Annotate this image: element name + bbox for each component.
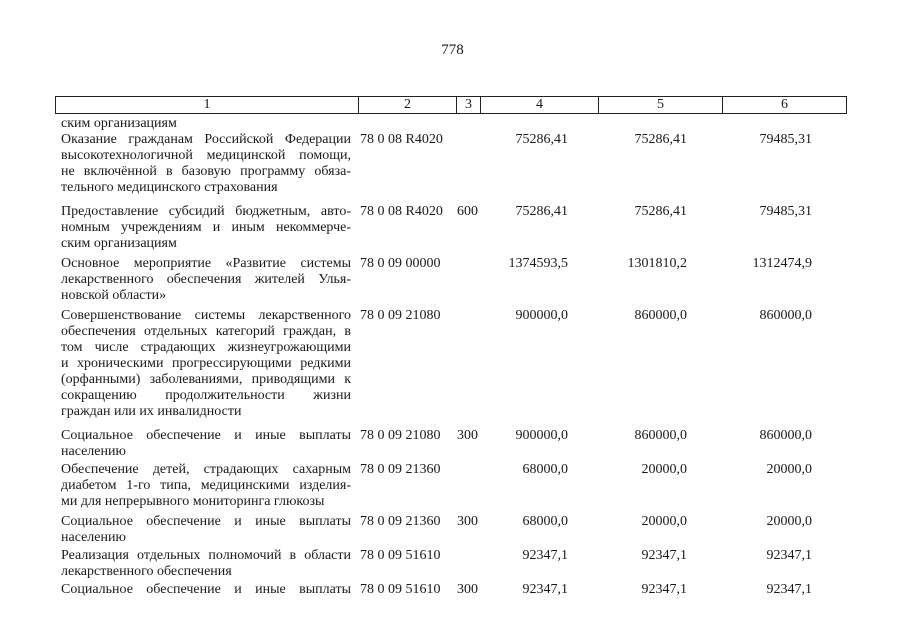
row-code: 78 0 09 00000 xyxy=(360,256,441,271)
row-name-line: Реализация отдельных полномочий в области xyxy=(61,548,351,563)
row-value-col4: 68000,0 xyxy=(522,514,568,529)
row-name-line: сокращению продолжительности жизни xyxy=(61,388,351,403)
row-name xyxy=(61,116,351,132)
table-header xyxy=(55,96,847,114)
row-value-col6: 20000,0 xyxy=(766,514,812,529)
row-expense-type: 300 xyxy=(457,582,478,597)
row-name xyxy=(61,462,351,510)
row-name xyxy=(61,308,351,420)
row-code: 78 0 09 21360 xyxy=(360,462,441,477)
row-value-col6: 79485,31 xyxy=(759,132,812,147)
row-expense-type: 600 xyxy=(457,204,478,219)
row-value-col4: 75286,41 xyxy=(515,132,568,147)
row-value-col6: 1312474,9 xyxy=(752,256,812,271)
row-name-line: ским организациям xyxy=(61,236,177,251)
row-name-line: Предоставление субсидий бюджетным, авто- xyxy=(61,204,351,219)
row-name-line: и хроническими прогрессирующими редкими xyxy=(61,356,351,371)
header-col-1: 1 xyxy=(56,97,359,113)
row-name-line: Социальное обеспечение и иные выплаты xyxy=(61,582,351,597)
header-col-2: 2 xyxy=(359,97,457,113)
header-col-4: 4 xyxy=(481,97,599,113)
row-name-line: Совершенствование системы лекарственного xyxy=(61,308,351,323)
row-name xyxy=(61,256,351,304)
row-value-col6: 860000,0 xyxy=(759,428,812,443)
row-value-col4: 75286,41 xyxy=(515,204,568,219)
row-expense-type: 300 xyxy=(457,514,478,529)
row-value-col4: 1374593,5 xyxy=(508,256,568,271)
row-name-line: новской области» xyxy=(61,288,167,303)
row-name xyxy=(61,132,351,196)
row-name xyxy=(61,582,351,598)
row-name-line: Обеспечение детей, страдающих сахарным xyxy=(61,462,351,477)
row-value-col4: 900000,0 xyxy=(515,428,568,443)
page-number: 778 xyxy=(441,42,464,58)
row-code: 78 0 08 R4020 xyxy=(360,132,443,147)
row-value-col5: 75286,41 xyxy=(634,204,687,219)
row-value-col5: 1301810,2 xyxy=(627,256,687,271)
row-name-line: Социальное обеспечение и иные выплаты xyxy=(61,428,351,443)
row-value-col4: 900000,0 xyxy=(515,308,568,323)
row-value-col5: 860000,0 xyxy=(634,428,687,443)
row-name-line: номным учреждениям и иным некоммерче- xyxy=(61,220,351,235)
row-value-col5: 75286,41 xyxy=(634,132,687,147)
row-code: 78 0 09 21080 xyxy=(360,308,441,323)
header-col-6: 6 xyxy=(781,97,788,112)
header-col-3: 3 xyxy=(457,97,481,113)
header-col-5: 5 xyxy=(599,97,723,113)
row-value-col6: 79485,31 xyxy=(759,204,812,219)
row-name-line: обеспечения отдельных категорий граждан, в xyxy=(61,324,351,339)
row-value-col5: 92347,1 xyxy=(641,548,687,563)
row-value-col5: 20000,0 xyxy=(641,514,687,529)
row-value-col5: 20000,0 xyxy=(641,462,687,477)
row-name xyxy=(61,548,351,580)
row-name xyxy=(61,204,351,252)
row-value-col4: 92347,1 xyxy=(522,548,568,563)
row-value-col6: 860000,0 xyxy=(759,308,812,323)
row-name-line: высокотехнологичной медицинской помощи, xyxy=(61,148,351,163)
row-name xyxy=(61,514,351,546)
row-value-col6: 92347,1 xyxy=(766,582,812,597)
row-value-col5: 92347,1 xyxy=(641,582,687,597)
row-name-line: ским организациям xyxy=(61,116,177,131)
row-name-line: тельного медицинского страхования xyxy=(61,180,278,195)
row-code: 78 0 09 51610 xyxy=(360,548,441,563)
row-value-col4: 68000,0 xyxy=(522,462,568,477)
row-value-col4: 92347,1 xyxy=(522,582,568,597)
row-name-line: том числе страдающих жизнеугрожающими xyxy=(61,340,351,355)
row-code: 78 0 09 21360 xyxy=(360,514,441,529)
row-name-line: лекарственного обеспечения жителей Улья- xyxy=(61,272,351,287)
row-name-line: населению xyxy=(61,530,126,545)
row-code: 78 0 08 R4020 xyxy=(360,204,443,219)
row-name xyxy=(61,428,351,460)
row-name-line: населению xyxy=(61,444,126,459)
row-value-col6: 20000,0 xyxy=(766,462,812,477)
row-expense-type: 300 xyxy=(457,428,478,443)
row-value-col6: 92347,1 xyxy=(766,548,812,563)
row-name-line: граждан или их инвалидности xyxy=(61,404,242,419)
row-value-col5: 860000,0 xyxy=(634,308,687,323)
row-name-line: лекарственного обеспечения xyxy=(61,564,232,579)
row-name-line: Социальное обеспечение и иные выплаты xyxy=(61,514,351,529)
row-name-line: Оказание гражданам Российской Федерации xyxy=(61,132,351,147)
row-name-line: ми для непрерывного мониторинга глюкозы xyxy=(61,494,325,509)
row-code: 78 0 09 21080 xyxy=(360,428,441,443)
row-name-line: диабетом 1-го типа, медицинскими изделия- xyxy=(61,478,351,493)
row-name-line: Основное мероприятие «Развитие системы xyxy=(61,256,351,271)
row-code: 78 0 09 51610 xyxy=(360,582,441,597)
row-name-line: (орфанными) заболеваниями, приводящими к xyxy=(61,372,351,387)
row-name-line: не включённой в базовую программу обяза- xyxy=(61,164,351,179)
